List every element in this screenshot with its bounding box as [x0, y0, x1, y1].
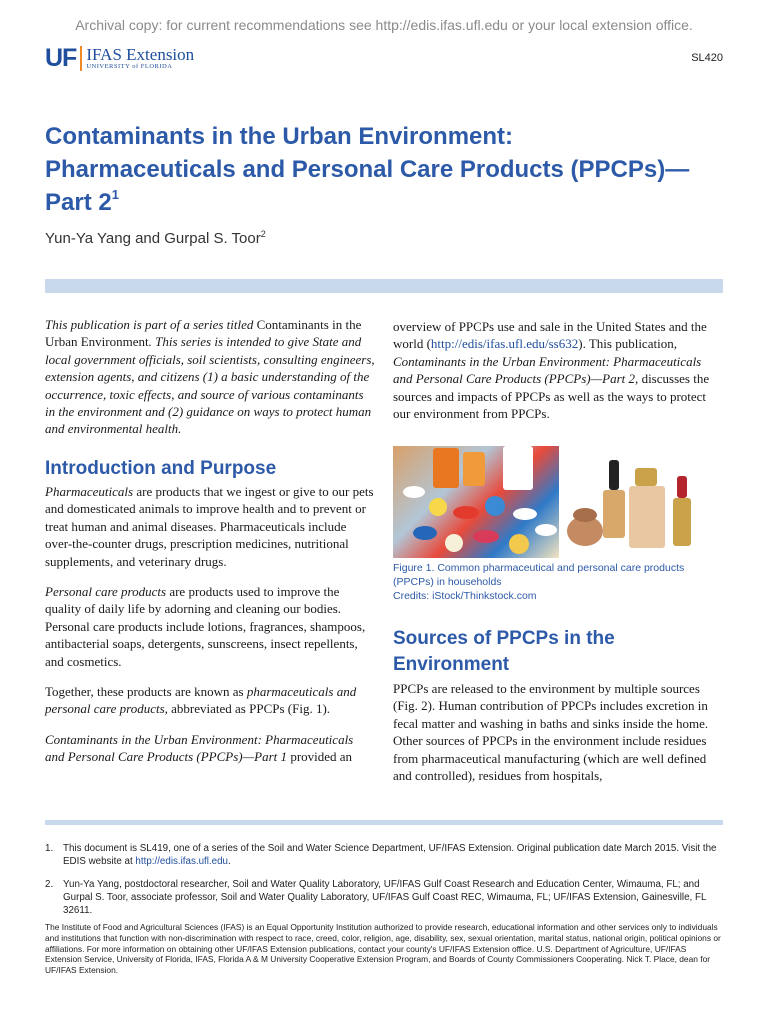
title-divider-bar [45, 279, 723, 293]
term-ppcps: pharmaceuticals and personal care products, [45, 684, 357, 717]
footnote-2-text: Yun-Ya Yang, postdoctoral researcher, Soil and Water Quality Laboratory, UF/IFAS Gulf Coast Research and Education Center, Wimauma, FL; and Gurpal S. Toor, associate professor, Soil and Water Quality Laboratory, UF/IFAS Gulf Coast REC, Wimauma, FL; UF/IFAS Extension, Gainesville, FL 32611. [63, 879, 707, 916]
figure-1-caption [393, 561, 723, 603]
footnote-1-number: 1. [45, 843, 54, 854]
pill [485, 496, 505, 516]
document-number: SL420 [691, 52, 723, 64]
title-line-1: Contaminants in the Urban Environment: [45, 123, 514, 150]
title-line-3: Part 2 [45, 189, 112, 216]
intro-p2-text: are products used to improve the quality of daily life by adorning and cleaning our bodies. Personal care products include lotions, fragrances, shampoos, antibacterial soaps, detergents, sunscreens, insect repellents, and cosmetics. [45, 584, 366, 669]
intro-p4-text: provided an [287, 749, 353, 765]
edis-website-link[interactable]: http://edis.ifas.ufl.edu [135, 856, 229, 867]
right-p1-text-c: discusses the sources and impacts of PPCPs as well as the ways to protect our environment from PPCPs. [393, 371, 710, 422]
footnote-1-end: . [228, 856, 231, 867]
pharmaceuticals-photo [393, 446, 559, 558]
term-personal-care: Personal care products [45, 584, 167, 600]
sources-paragraph-1: PPCPs are released to the environment by multiple sources (Fig. 2). Human contribution of PPCPs includes excretion in fecal matter and washing in baths and sinks inside the home. Other sources of PPCPs in the environment include residues from pharmaceutical manufacturing (which are well defined and controlled), residues from hospitals, [393, 681, 709, 784]
lipstick [673, 498, 691, 546]
foundation-bottle [629, 486, 665, 548]
logo-university: UNIVERSITY of FLORIDA [86, 62, 173, 70]
pill [413, 526, 437, 540]
pill [535, 524, 557, 536]
foundation-bottle [635, 468, 657, 486]
intro-paragraph-1 [45, 483, 375, 570]
sources-body [393, 680, 723, 797]
title-footnote-mark: 1 [111, 187, 119, 202]
part2-reference: Contaminants in the Urban Environment: Pharmaceuticals and Personal Care Products (PPCPs)—Part 2, [393, 353, 702, 387]
equal-opportunity-statement: The Institute of Food and Agricultural Sciences (IFAS) is an Equal Opportunity Institution authorized to provide research, educational information and other services only to individuals and institutions that function with non-discrimination with respect to race, creed, color, religion, age, disability, sex, sexual orientation, marital status, national origin, political opinions or affiliations. For more information on obtaining other UF/IFAS Extension publications, contact your county's UF/IFAS Extension office. U.S. Department of Agriculture, UF/IFAS Extension Service, University of Florida, IFAS, Florida A & M University Cooperative Extension Program, and Boards of County Commissioners Cooperating. Nick T. Place, dean for UF/IFAS Extension. [45, 922, 721, 976]
figure-credits: Credits: iStock/Thinkstock.com [393, 590, 537, 602]
figure-caption-text: Figure 1. Common pharmaceutical and personal care products (PPCPs) in households [393, 562, 685, 588]
footnote-1-text [63, 842, 723, 868]
logo-uf-mark: UF [45, 46, 82, 71]
pill [513, 508, 537, 520]
footnote-1 [45, 842, 723, 868]
powder-jar [573, 508, 597, 522]
page-title [45, 120, 735, 219]
pill-bottle [503, 446, 533, 490]
archival-note: Archival copy: for current recommendations see http://edis.ifas.ufl.edu or your local extension office. [75, 17, 693, 33]
series-intro [45, 316, 375, 451]
series-title: Contaminants in the Urban Environment [45, 317, 362, 350]
pill [429, 498, 447, 516]
dropper-bottle [603, 490, 625, 538]
footnote-2 [45, 878, 723, 917]
intro-p3-text-b: abbreviated as PPCPs (Fig. 1). [167, 701, 331, 717]
footnote-divider [45, 820, 723, 825]
sources-heading: Sources of PPCPs in the Environment [393, 628, 615, 675]
author-names: Yun-Ya Yang and Gurpal S. Toor [45, 230, 261, 247]
pill [445, 534, 463, 552]
series-intro-text-a: This publication is part of a series titled [45, 317, 257, 332]
pill-bottle [433, 448, 459, 488]
logo-text [86, 46, 194, 71]
author-footnote-mark: 2 [260, 229, 266, 239]
intro-p1-text: are products that we ingest or give to our pets and domesticated animals to improve health and to prevent or treat human and animal diseases. Pharmaceuticals include over-the-counter drugs, prescription medicines, nutritional supplements, and veterinary drugs. [45, 484, 374, 569]
authors [45, 230, 266, 247]
pill [403, 486, 425, 498]
part1-reference: Contaminants in the Urban Environment: Pharmaceuticals and Personal Care Products (PPCPs)—Part 1 [45, 731, 354, 765]
title-line-2: Pharmaceuticals and Personal Care Products (PPCPs)— [45, 156, 690, 183]
right-p1-text-a: overview of PPCPs use and sale in the United States and the world ( [393, 319, 707, 352]
footnote-1-body: This document is SL419, one of a series of the Soil and Water Science Department, UF/IFAS Extension. Original publication date March 2015. Visit the EDIS website at [63, 843, 717, 867]
cosmetics-photo [565, 446, 723, 558]
series-intro-paragraph [45, 316, 375, 438]
lipstick [677, 476, 687, 498]
footnote-2-number: 2. [45, 879, 54, 890]
intro-body [45, 483, 375, 779]
intro-paragraph-4 [45, 731, 375, 766]
series-intro-text-b: . This series is intended to give State and local government officials, soil scientists, consulting engineers, extension agents, and citizens (1) a basic understanding of the occurrence, toxic effects, and source of various contaminants in the environment and (2) guidance on ways to protect human and environmental health. [45, 334, 375, 437]
right-column-paragraph [393, 318, 723, 422]
right-p1-text-b: ). This publication, [578, 336, 677, 352]
ss632-link[interactable]: http://edis/ifas.ufl.edu/ss632 [430, 336, 579, 352]
intro-heading: Introduction and Purpose [45, 458, 277, 479]
pill [453, 506, 479, 519]
pill-bottle [463, 452, 485, 486]
intro-paragraph-3 [45, 683, 375, 718]
right-column-intro [393, 318, 723, 435]
pill [509, 534, 529, 554]
term-pharmaceuticals: Pharmaceuticals [45, 484, 134, 499]
ifas-extension-logo [45, 44, 194, 72]
figure-1 [393, 446, 723, 558]
logo-ifas-name: IFAS Extension [86, 44, 195, 64]
pill [473, 530, 499, 543]
intro-paragraph-2 [45, 583, 375, 670]
dropper-bottle [609, 460, 619, 490]
intro-p3-text-a: Together, these products are known as [45, 684, 247, 700]
